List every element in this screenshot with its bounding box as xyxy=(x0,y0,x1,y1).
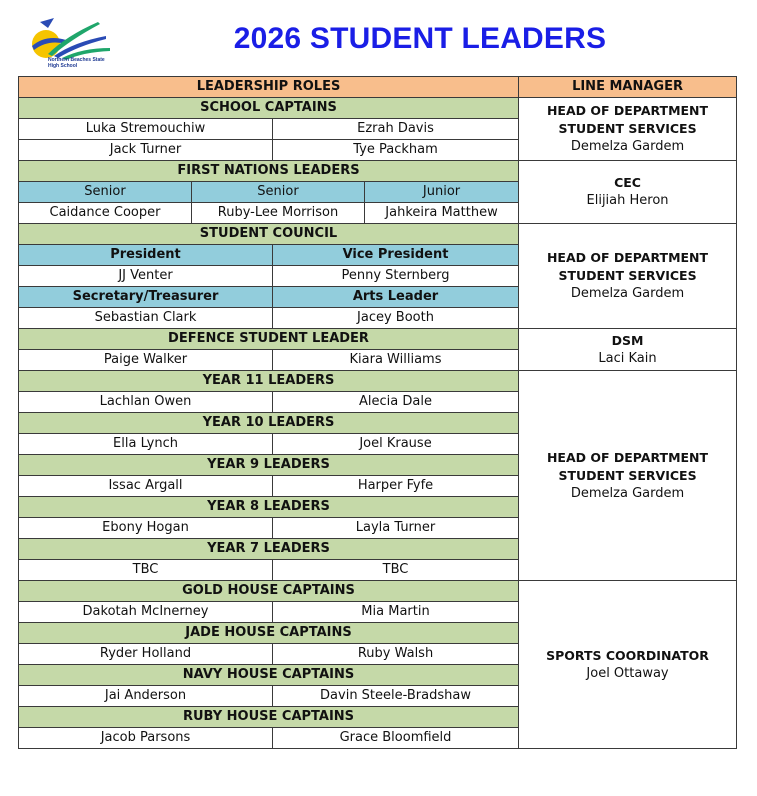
manager-title: STUDENT SERVICES xyxy=(558,467,697,483)
manager-title: HEAD OF DEPARTMENT xyxy=(546,103,709,118)
role-label: Senior xyxy=(19,182,192,203)
manager-name: Elijiah Heron xyxy=(586,193,669,208)
leader-name: Issac Argall xyxy=(19,476,273,497)
role-label: Junior xyxy=(365,182,519,203)
table-row xyxy=(19,161,737,182)
manager-hod-3 xyxy=(519,371,737,581)
section-year-7: YEAR 7 LEADERS xyxy=(19,539,519,560)
manager-name: Joel Ottaway xyxy=(586,665,669,681)
manager-name: Demelza Gardem xyxy=(570,485,685,501)
section-year-9: YEAR 9 LEADERS xyxy=(19,455,519,476)
leader-name: Dakotah McInerney xyxy=(19,602,273,623)
leader-name: Jack Turner xyxy=(19,140,273,161)
manager-title: STUDENT SERVICES xyxy=(558,268,697,283)
header-line-manager: LINE MANAGER xyxy=(519,77,737,98)
leader-name: Grace Bloomfield xyxy=(273,728,519,749)
leader-name: Ebony Hogan xyxy=(19,518,273,539)
table-row xyxy=(19,224,737,245)
section-first-nations: FIRST NATIONS LEADERS xyxy=(19,161,519,182)
header-leadership-roles: LEADERSHIP ROLES xyxy=(19,77,519,98)
leader-name: Alecia Dale xyxy=(273,392,519,413)
manager-hod-1 xyxy=(519,98,737,161)
leader-name: Davin Steele-Bradshaw xyxy=(273,686,519,707)
manager-title: HEAD OF DEPARTMENT xyxy=(546,449,709,465)
section-year-11: YEAR 11 LEADERS xyxy=(19,371,519,392)
table-row xyxy=(19,329,737,350)
section-jade-house: JADE HOUSE CAPTAINS xyxy=(19,623,519,644)
leader-name: Harper Fyfe xyxy=(273,476,519,497)
manager-cec xyxy=(519,161,737,224)
leader-name: Ruby-Lee Morrison xyxy=(192,203,365,224)
section-year-8: YEAR 8 LEADERS xyxy=(19,497,519,518)
manager-name: Demelza Gardem xyxy=(570,286,685,301)
leader-name: Ezrah Davis xyxy=(273,119,519,140)
leader-name: Jai Anderson xyxy=(19,686,273,707)
section-defence: DEFENCE STUDENT LEADER xyxy=(19,329,519,350)
section-gold-house: GOLD HOUSE CAPTAINS xyxy=(19,581,519,602)
section-school-captains: SCHOOL CAPTAINS xyxy=(19,98,519,119)
leader-name: Mia Martin xyxy=(273,602,519,623)
table-row xyxy=(19,371,737,392)
manager-name: Demelza Gardem xyxy=(570,139,685,154)
school-logo-text: Northern Beaches State High School xyxy=(48,57,105,69)
leader-name: Joel Krause xyxy=(273,434,519,455)
table-row xyxy=(19,98,737,119)
leader-name: Paige Walker xyxy=(19,350,273,371)
leader-name: Caidance Cooper xyxy=(19,203,192,224)
manager-title: HEAD OF DEPARTMENT xyxy=(546,250,709,265)
leader-name: JJ Venter xyxy=(19,266,273,287)
leader-name: Lachlan Owen xyxy=(19,392,273,413)
leader-name: Jacey Booth xyxy=(273,308,519,329)
leader-name: Sebastian Clark xyxy=(19,308,273,329)
leader-name: Layla Turner xyxy=(273,518,519,539)
leader-name: Jahkeira Matthew xyxy=(365,203,519,224)
leader-name: Ruby Walsh xyxy=(273,644,519,665)
manager-hod-2 xyxy=(519,224,737,329)
section-navy-house: NAVY HOUSE CAPTAINS xyxy=(19,665,519,686)
manager-title: SPORTS COORDINATOR xyxy=(546,647,709,663)
leader-name: Ella Lynch xyxy=(19,434,273,455)
leaders-table xyxy=(18,76,737,749)
role-label-secretary: Secretary/Treasurer xyxy=(19,287,273,308)
leader-name: Luka Stremouchiw xyxy=(19,119,273,140)
leader-name: Kiara Williams xyxy=(273,350,519,371)
manager-name: Laci Kain xyxy=(598,350,657,366)
role-label-vice-president: Vice President xyxy=(273,245,519,266)
manager-dsm xyxy=(519,329,737,371)
manager-title: STUDENT SERVICES xyxy=(558,121,697,136)
leader-name: TBC xyxy=(19,560,273,581)
role-label: Senior xyxy=(192,182,365,203)
leader-name: Ryder Holland xyxy=(19,644,273,665)
section-student-council: STUDENT COUNCIL xyxy=(19,224,519,245)
manager-title: DSM xyxy=(611,332,644,348)
section-year-10: YEAR 10 LEADERS xyxy=(19,413,519,434)
section-ruby-house: RUBY HOUSE CAPTAINS xyxy=(19,707,519,728)
leader-name: TBC xyxy=(273,560,519,581)
role-label-arts: Arts Leader xyxy=(273,287,519,308)
table-header-row xyxy=(19,77,737,98)
manager-title: CEC xyxy=(614,175,641,190)
leader-name: Tye Packham xyxy=(273,140,519,161)
manager-sports xyxy=(519,581,737,749)
table-row xyxy=(19,581,737,602)
leader-name: Jacob Parsons xyxy=(19,728,273,749)
leader-name: Penny Sternberg xyxy=(273,266,519,287)
role-label-president: President xyxy=(19,245,273,266)
page-title: 2026 STUDENT LEADERS xyxy=(233,22,607,55)
